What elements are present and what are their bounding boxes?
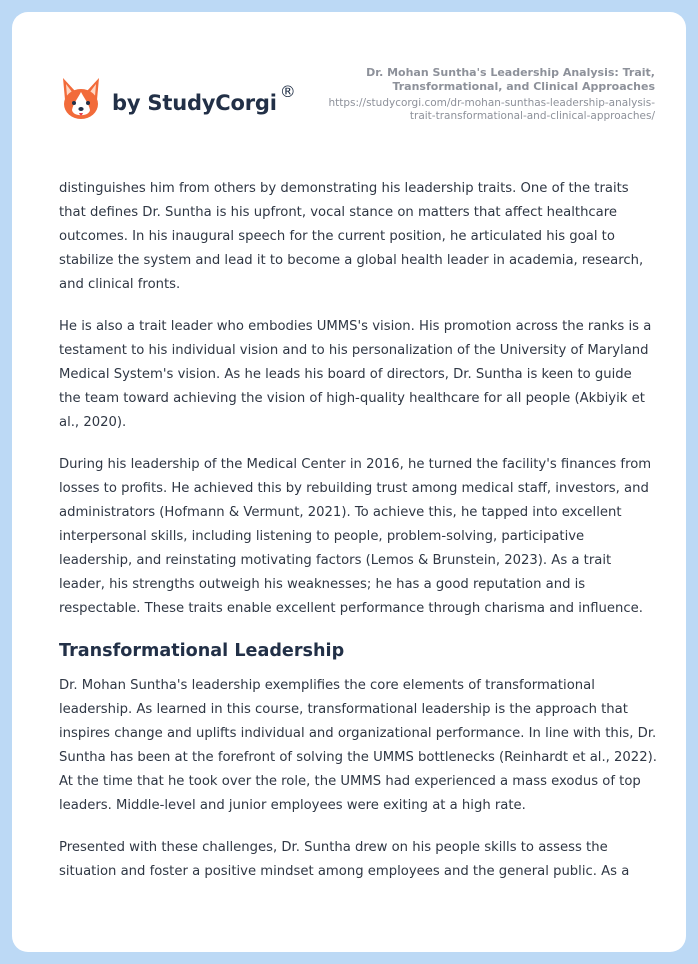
paragraph: During his leadership of the Medical Center in 2016, he turned the facility's finances from losses to profits. He achieved this by rebuilding trust among medical staff, investors, and administrators (Hofmann & Vermunt, 2021). To achieve this, he tapped into excellent interpersonal skills, including listening to people, problem-solving, participative leadership, and reinstating motivating factors (Lemos & Brunstein, 2023). As a trait leader, his strengths outweigh his weaknesses; he has a good reputation and is respectable. These traits enable excellent performance through charisma and influence. xyxy=(59,457,652,616)
document-page xyxy=(12,12,686,952)
brand-name: by StudyCorgi xyxy=(112,91,277,115)
document-meta xyxy=(325,66,655,123)
paragraph: He is also a trait leader who embodies UMMS's vision. His promotion across the ranks is a testament to his individual vision and to his personalization of the University of Maryland Medical System's vision. As he leads his board of directors, Dr. Suntha is keen to guide the team toward achieving the vision of high-quality healthcare for all people (Akbiyik et al., 2020). xyxy=(59,319,652,430)
studycorgi-logo[interactable] xyxy=(60,76,296,124)
article-body xyxy=(59,177,657,902)
section-heading: Transformational Leadership xyxy=(59,641,345,661)
document-url[interactable]: https://studycorgi.com/dr-mohan-sunthas-leadership-analysis-trait-transformational-and-clinical-approaches/ xyxy=(328,97,655,122)
registered-mark: ® xyxy=(279,81,296,101)
page-header xyxy=(12,12,686,162)
paragraph: Presented with these challenges, Dr. Suntha drew on his people skills to assess the situation and foster a positive mindset among employees and the general public. As a xyxy=(59,840,630,879)
paragraph: distinguishes him from others by demonstrating his leadership traits. One of the traits that defines Dr. Suntha is his upfront, vocal stance on matters that affect healthcare outcomes. In his inaugural speech for the current position, he articulated his goal to stabilize the system and lead it to become a global health leader in academia, research, and clinical fronts. xyxy=(59,181,644,292)
document-title: Dr. Mohan Suntha's Leadership Analysis: Trait, Transformational, and Clinical Approaches xyxy=(366,66,655,93)
paragraph: Dr. Mohan Suntha's leadership exemplifies the core elements of transformational leadership. As learned in this course, transformational leadership is the approach that inspires change and uplifts individual and organizational performance. In line with this, Dr. Suntha has been at the forefront of solving the UMMS bottlenecks (Reinhardt et al., 2022). At the time that he took over the role, the UMMS had experienced a mass exodus of top leaders. Middle-level and junior employees were exiting at a high rate. xyxy=(59,678,657,813)
corgi-icon xyxy=(60,76,102,124)
